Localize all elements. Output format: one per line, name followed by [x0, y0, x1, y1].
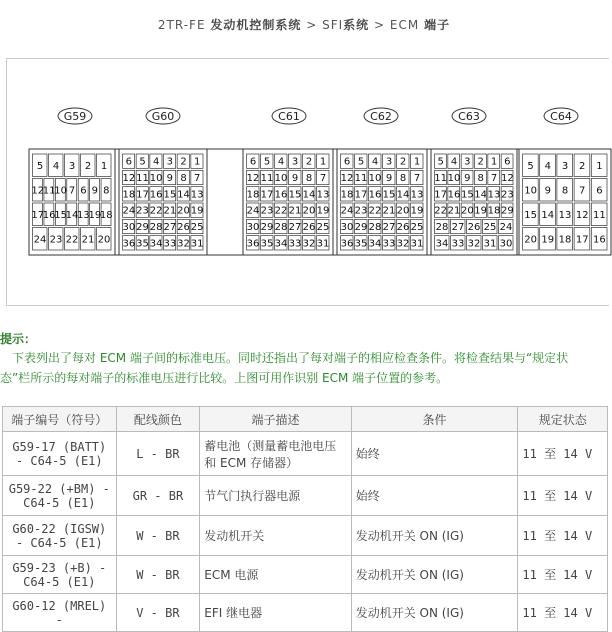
pin-number: 35 [136, 238, 149, 250]
connector-label: G60 [151, 110, 175, 123]
pin-number: 24 [246, 205, 260, 217]
hint-body [0, 348, 612, 388]
pin-number: 6 [504, 156, 511, 168]
pin-number: 13 [410, 189, 424, 201]
pin-number: 1 [319, 156, 327, 168]
pin-number: 14 [396, 189, 410, 201]
pin-number: 16 [42, 209, 56, 221]
pin-number: 27 [382, 222, 396, 233]
pin-number: 2 [84, 160, 92, 172]
pin-number: 13 [190, 189, 204, 201]
breadcrumb-sub-label[interactable]: 系统 [343, 18, 370, 32]
header-gap [207, 149, 243, 255]
pin-number: 34 [435, 238, 449, 250]
pin-number: 3 [291, 156, 299, 168]
pin-number: 20 [302, 205, 316, 217]
cell-cond: 发动机开关 ON (IG) [351, 516, 518, 556]
pin-number: 8 [180, 173, 187, 184]
cell-terminal: G60-12 (MREL) - [3, 594, 117, 632]
pin-number: 31 [410, 238, 424, 250]
cell-desc: 节气门执行器电源 [200, 476, 351, 516]
pin-number: 12 [246, 173, 260, 184]
pin-number: 10 [368, 173, 382, 184]
pin-number: 8 [399, 173, 407, 184]
breadcrumb-page-label: 端子 [424, 18, 451, 32]
cell-spec: 11 至 14 V [518, 516, 608, 556]
pin-number: 5 [139, 156, 146, 168]
pin-number: 1 [193, 156, 201, 168]
breadcrumb [0, 16, 608, 33]
table-row [3, 432, 608, 476]
hint-line-2: 态”栏所示的每对端子的标准电压进行比较。上图可用作识别 ECM 端子位置的参考。 [0, 371, 449, 385]
pin-number: 17 [354, 189, 368, 201]
pin-number: 21 [288, 205, 302, 217]
breadcrumb-section[interactable]: 发动机控制系统 [210, 18, 302, 32]
pin-number: 3 [385, 156, 393, 168]
terminal-voltage-table [2, 406, 608, 632]
pin-number: 14 [302, 189, 316, 201]
pin-number: 6 [596, 185, 603, 197]
pin-number: 30 [340, 222, 354, 233]
pin-number: 27 [451, 222, 465, 233]
pin-number: 35 [354, 238, 368, 250]
ecm-connector-diagram [6, 58, 609, 306]
pin-number: 29 [136, 222, 149, 233]
pin-number: 16 [274, 189, 288, 201]
col-terminal: 端子编号（符号） [3, 407, 117, 432]
hint-title: 提示： [0, 332, 37, 346]
pin-number: 4 [371, 156, 379, 168]
pin-number: 1 [596, 160, 603, 172]
connector-label: C61 [278, 110, 300, 123]
cell-spec: 11 至 14 V [518, 556, 608, 594]
pin-number: 34 [368, 238, 382, 250]
pin-number: 33 [382, 238, 396, 250]
pin-number: 19 [541, 234, 555, 246]
cell-cond: 发动机开关 ON (IG) [351, 556, 518, 594]
cell-terminal: G59-22 (+BM) - C64-5 (E1) [3, 476, 117, 516]
pin-number: 36 [122, 238, 136, 250]
pin-number: 28 [368, 222, 382, 233]
table-header-row [3, 407, 608, 432]
pin-number: 1 [413, 156, 421, 168]
breadcrumb-sub: SFI [322, 18, 344, 32]
pin-number: 19 [410, 205, 424, 217]
connector-c64 [519, 108, 611, 255]
pin-number: 7 [68, 185, 76, 197]
pin-number: 11 [434, 173, 448, 184]
pin-number: 5 [36, 160, 44, 172]
pin-number: 7 [193, 173, 201, 184]
pin-number: 18 [340, 189, 354, 201]
pin-number: 31 [483, 238, 497, 250]
pin-number: 17 [260, 189, 274, 201]
pin-number: 28 [435, 222, 449, 233]
col-condition: 条件 [351, 407, 518, 432]
pin-number: 26 [467, 222, 481, 233]
pin-number: 9 [544, 185, 551, 197]
pin-number: 5 [263, 156, 271, 168]
pin-number: 32 [302, 238, 316, 250]
pin-number: 13 [316, 189, 330, 201]
pin-number: 4 [52, 160, 60, 172]
pin-number: 27 [163, 222, 177, 233]
pin-number: 4 [544, 160, 551, 172]
connector-g59 [29, 108, 115, 255]
pin-number: 33 [163, 238, 177, 250]
pin-number: 9 [291, 173, 299, 184]
cell-spec: 11 至 14 V [518, 476, 608, 516]
pin-number: 35 [260, 238, 274, 250]
pin-number: 2 [579, 160, 586, 172]
col-spec: 规定状态 [518, 407, 608, 432]
pin-number: 34 [149, 238, 163, 250]
pin-number: 28 [274, 222, 288, 233]
pin-number: 6 [125, 156, 133, 168]
pin-number: 15 [288, 189, 302, 201]
pin-number: 31 [190, 238, 204, 250]
cell-cond: 发动机开关 ON (IG) [351, 594, 518, 632]
cell-wire: GR - BR [116, 476, 200, 516]
pin-number: 25 [410, 222, 424, 233]
pin-number: 10 [524, 185, 537, 197]
pin-number: 23 [49, 234, 63, 246]
connector-g60 [119, 108, 207, 255]
pin-number: 5 [527, 160, 534, 172]
pin-number: 3 [166, 156, 174, 168]
pin-number: 8 [561, 185, 569, 197]
pin-number: 14 [541, 209, 555, 221]
pin-number: 32 [177, 238, 190, 250]
connector-label: C63 [458, 110, 480, 123]
cell-cond: 始终 [351, 432, 518, 476]
pin-number: 11 [354, 173, 368, 184]
pin-number: 18 [487, 205, 501, 217]
cell-terminal: G59-17 (BATT) - C64-5 (E1) [3, 432, 117, 476]
col-description: 端子描述 [200, 407, 351, 432]
pin-number: 11 [136, 173, 149, 184]
pin-number: 22 [274, 205, 288, 217]
cell-spec: 11 至 14 V [518, 594, 608, 632]
pin-number: 3 [68, 160, 76, 172]
pin-number: 15 [460, 189, 474, 201]
pin-number: 15 [382, 189, 396, 201]
cell-cond: 始终 [351, 476, 518, 516]
pin-number: 22 [434, 205, 448, 217]
pin-number: 12 [122, 173, 136, 184]
pin-number: 7 [319, 173, 327, 184]
pin-number: 28 [149, 222, 163, 233]
terminal-table-viewport [0, 406, 608, 627]
cell-desc: EFI 继电器 [200, 594, 351, 632]
pin-number: 20 [396, 205, 410, 217]
connector-c61 [243, 108, 333, 255]
pin-number: 36 [340, 238, 354, 250]
pin-number: 23 [260, 205, 274, 217]
pin-number: 11 [42, 185, 56, 197]
pin-number: 21 [382, 205, 396, 217]
pin-number: 24 [340, 205, 354, 217]
cell-wire: L - BR [116, 432, 200, 476]
connector-diagram-svg [7, 59, 609, 305]
cell-terminal: G60-22 (IGSW) - C64-5 (E1) [3, 516, 117, 556]
pin-number: 7 [413, 173, 421, 184]
pin-number: 27 [288, 222, 302, 233]
pin-number: 1 [100, 160, 108, 172]
hint-line-1: 下表列出了每对 ECM 端子间的标准电压。同时还指出了每对端子的相应检查条件。将检查结果与“规定状 [12, 351, 569, 365]
pin-number: 23 [500, 189, 514, 201]
pin-number: 29 [260, 222, 274, 233]
pin-number: 10 [274, 173, 288, 184]
pin-number: 22 [65, 234, 79, 246]
pin-number: 16 [368, 189, 382, 201]
pin-number: 2 [477, 156, 484, 168]
pin-number: 13 [558, 209, 572, 221]
pin-number: 3 [464, 156, 471, 168]
pin-number: 2 [180, 156, 187, 168]
pin-number: 31 [316, 238, 330, 250]
pin-number: 23 [354, 205, 368, 217]
pin-number: 19 [190, 205, 204, 217]
connector-c63 [431, 108, 517, 255]
pin-number: 30 [246, 222, 260, 233]
breadcrumb-page: ECM [389, 18, 420, 32]
breadcrumb-separator: > [374, 18, 386, 32]
pin-number: 18 [246, 189, 260, 201]
pin-number: 15 [524, 209, 537, 221]
pin-number: 14 [177, 189, 190, 201]
pin-number: 30 [122, 222, 136, 233]
pin-number: 24 [33, 234, 47, 246]
breadcrumb-model: 2TR-FE [157, 18, 206, 32]
pin-number: 19 [474, 205, 488, 217]
pin-number: 8 [305, 173, 313, 184]
pin-number: 16 [593, 234, 606, 246]
pin-number: 36 [246, 238, 260, 250]
connector-label: G59 [63, 110, 87, 123]
pin-number: 12 [31, 185, 45, 197]
table-row [3, 594, 608, 632]
cell-spec: 11 至 14 V [518, 432, 608, 476]
pin-number: 19 [316, 205, 330, 217]
pin-number: 15 [54, 209, 67, 221]
pin-number: 18 [122, 189, 136, 201]
pin-number: 10 [447, 173, 461, 184]
pin-number: 9 [464, 173, 471, 184]
pin-number: 6 [249, 156, 257, 168]
pin-number: 21 [447, 205, 461, 217]
pin-number: 8 [477, 173, 484, 184]
pin-number: 9 [91, 185, 99, 197]
pin-number: 13 [487, 189, 501, 201]
pin-number: 16 [447, 189, 461, 201]
pin-number: 17 [434, 189, 448, 201]
pin-number: 11 [260, 173, 274, 184]
pin-number: 24 [122, 205, 136, 217]
pin-number: 12 [500, 173, 514, 184]
pin-number: 19 [88, 209, 102, 221]
cell-terminal: G59-23 (+B) - C64-5 (E1) [3, 556, 117, 594]
pin-number: 15 [163, 189, 177, 201]
pin-number: 29 [354, 222, 368, 233]
pin-number: 6 [343, 156, 351, 168]
pin-number: 32 [396, 238, 410, 250]
pin-number: 20 [177, 205, 190, 217]
pin-number: 11 [593, 209, 606, 221]
pin-number: 14 [474, 189, 488, 201]
table-row [3, 516, 608, 556]
pin-number: 18 [99, 209, 113, 221]
pin-number: 8 [103, 185, 110, 197]
breadcrumb-separator: > [306, 18, 318, 32]
pin-number: 34 [274, 238, 288, 250]
pin-number: 1 [490, 156, 498, 168]
connector-label: C62 [370, 110, 392, 123]
pin-number: 12 [340, 173, 354, 184]
pin-number: 10 [149, 173, 163, 184]
pin-number: 10 [54, 185, 67, 197]
cell-wire: W - BR [116, 556, 200, 594]
pin-number: 32 [467, 238, 481, 250]
cell-desc: 发动机开关 [200, 516, 351, 556]
pin-number: 33 [451, 238, 465, 250]
pin-number: 25 [316, 222, 330, 233]
pin-number: 26 [177, 222, 190, 233]
pin-number: 24 [499, 222, 513, 233]
pin-number: 17 [31, 209, 45, 221]
pin-number: 22 [368, 205, 382, 217]
pin-number: 3 [561, 160, 569, 172]
pin-number: 14 [65, 209, 79, 221]
pin-number: 18 [558, 234, 572, 246]
pin-number: 16 [149, 189, 163, 201]
pin-number: 4 [450, 156, 458, 168]
pin-number: 20 [524, 234, 537, 246]
pin-number: 33 [288, 238, 302, 250]
pin-number: 7 [490, 173, 498, 184]
pin-number: 13 [77, 209, 90, 221]
pin-number: 25 [190, 222, 204, 233]
connector-label: C64 [550, 110, 572, 123]
connector-c62 [337, 108, 427, 255]
table-row [3, 476, 608, 516]
pin-number: 30 [499, 238, 513, 250]
pin-number: 2 [305, 156, 313, 168]
pin-number: 7 [579, 185, 586, 197]
pin-number: 6 [80, 185, 87, 197]
pin-number: 9 [385, 173, 393, 184]
pin-number: 12 [575, 209, 589, 221]
pin-number: 26 [302, 222, 316, 233]
pin-number: 21 [163, 205, 177, 217]
pin-number: 9 [166, 173, 174, 184]
pin-number: 25 [483, 222, 497, 233]
pin-number: 26 [396, 222, 410, 233]
pin-number: 5 [357, 156, 365, 168]
pin-number: 4 [152, 156, 160, 168]
pin-number: 4 [277, 156, 285, 168]
pin-number: 23 [136, 205, 149, 217]
cell-desc: 蓄电池（测量蓄电池电压和 ECM 存储器） [200, 432, 351, 476]
pin-number: 17 [136, 189, 149, 201]
pin-number: 22 [149, 205, 163, 217]
pin-number: 20 [460, 205, 474, 217]
pin-number: 29 [500, 205, 514, 217]
pin-number: 20 [97, 234, 111, 246]
cell-wire: V - BR [116, 594, 200, 632]
table-row [3, 556, 608, 594]
pin-number: 17 [575, 234, 589, 246]
pin-number: 5 [437, 156, 444, 168]
cell-desc: ECM 电源 [200, 556, 351, 594]
pin-number: 2 [399, 156, 407, 168]
cell-wire: W - BR [116, 516, 200, 556]
col-wire-color: 配线颜色 [116, 407, 200, 432]
pin-number: 21 [81, 234, 95, 246]
